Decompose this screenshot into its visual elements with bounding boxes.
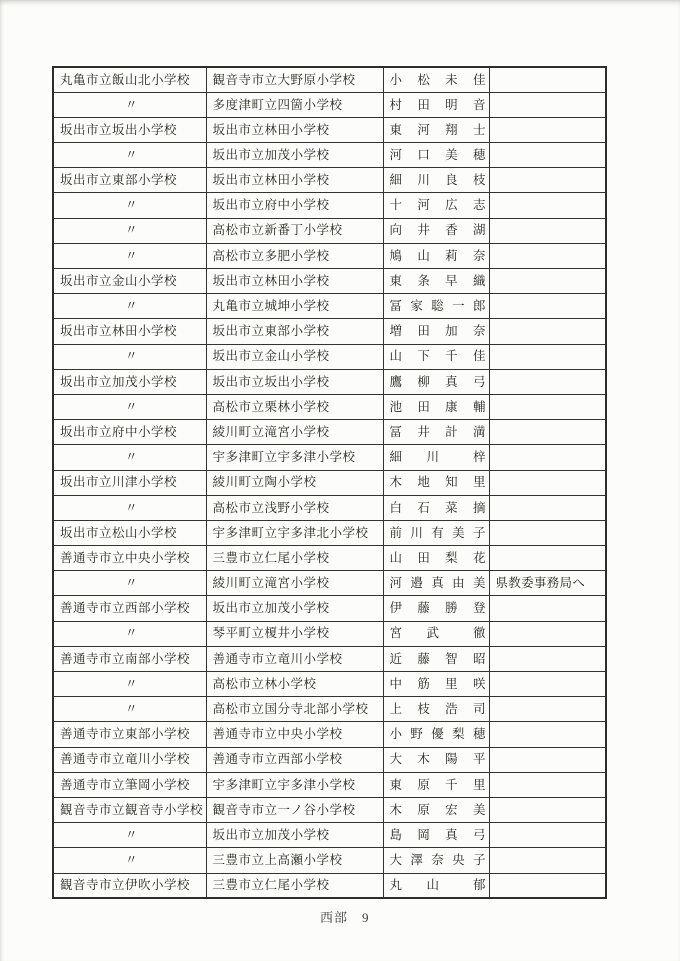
cell-note <box>489 797 606 822</box>
cell-current-school: 〃 <box>53 672 206 697</box>
cell-current-school: 〃 <box>53 697 206 722</box>
cell-note <box>489 420 606 445</box>
cell-staff-name: 中 筋 里 咲 <box>383 672 489 697</box>
table-row <box>53 596 606 621</box>
cell-new-school: 三豊市立仁尾小学校 <box>206 873 383 898</box>
cell-staff-name: 河 口 美 穂 <box>383 143 489 168</box>
table-row <box>53 294 606 319</box>
cell-new-school: 三豊市立仁尾小学校 <box>206 546 383 571</box>
cell-new-school: 綾川町立陶小学校 <box>206 470 383 495</box>
cell-new-school: 多度津町立四箇小学校 <box>206 92 383 117</box>
cell-staff-name: 東 条 早 織 <box>383 269 489 294</box>
cell-new-school: 高松市立国分寺北部小学校 <box>206 697 383 722</box>
cell-current-school: 丸亀市立飯山北小学校 <box>53 67 206 92</box>
cell-staff-name: 村 田 明 音 <box>383 92 489 117</box>
cell-note <box>489 848 606 873</box>
cell-new-school: 高松市立浅野小学校 <box>206 495 383 520</box>
table-row <box>53 873 606 898</box>
cell-note <box>489 697 606 722</box>
cell-new-school: 三豊市立上高瀬小学校 <box>206 848 383 873</box>
cell-new-school: 綾川町立滝宮小学校 <box>206 420 383 445</box>
table-row <box>53 571 606 596</box>
table-row <box>53 243 606 268</box>
table-row <box>53 143 606 168</box>
cell-note <box>489 294 606 319</box>
cell-new-school: 坂出市立林田小学校 <box>206 168 383 193</box>
cell-staff-name: 増 田 加 奈 <box>383 319 489 344</box>
cell-new-school: 坂出市立東部小学校 <box>206 319 383 344</box>
cell-current-school: 坂出市立東部小学校 <box>53 168 206 193</box>
cell-current-school: 〃 <box>53 823 206 848</box>
cell-current-school: 善通寺市立西部小学校 <box>53 596 206 621</box>
cell-staff-name: 山 下 千 佳 <box>383 344 489 369</box>
cell-staff-name: 冨 井 計 満 <box>383 420 489 445</box>
cell-staff-name: 近 藤 智 昭 <box>383 646 489 671</box>
cell-current-school: 坂出市立府中小学校 <box>53 420 206 445</box>
cell-current-school: 観音寺市立伊吹小学校 <box>53 873 206 898</box>
cell-note <box>489 344 606 369</box>
cell-current-school: 〃 <box>53 344 206 369</box>
cell-staff-name: 木 原 宏 美 <box>383 797 489 822</box>
cell-current-school: 善通寺市立東部小学校 <box>53 722 206 747</box>
table-row <box>53 92 606 117</box>
table-row <box>53 168 606 193</box>
cell-note <box>489 143 606 168</box>
table-row <box>53 646 606 671</box>
cell-current-school: 〃 <box>53 294 206 319</box>
cell-staff-name: 細 川 梓 <box>383 445 489 470</box>
cell-current-school: 〃 <box>53 92 206 117</box>
cell-current-school: 善通寺市立筆岡小学校 <box>53 772 206 797</box>
transfer-table-body <box>53 67 606 898</box>
cell-new-school: 善通寺市立竜川小学校 <box>206 646 383 671</box>
cell-current-school: 〃 <box>53 495 206 520</box>
cell-staff-name: 十 河 広 志 <box>383 193 489 218</box>
table-row <box>53 344 606 369</box>
cell-note <box>489 596 606 621</box>
cell-new-school: 坂出市立林田小学校 <box>206 269 383 294</box>
cell-current-school: 〃 <box>53 848 206 873</box>
cell-staff-name: 山 田 梨 花 <box>383 546 489 571</box>
cell-note <box>489 117 606 142</box>
table-row <box>53 117 606 142</box>
cell-note <box>489 772 606 797</box>
cell-staff-name: 上 枝 浩 司 <box>383 697 489 722</box>
cell-new-school: 坂出市立府中小学校 <box>206 193 383 218</box>
cell-current-school: 観音寺市立観音寺小学校 <box>53 797 206 822</box>
table-row <box>53 722 606 747</box>
cell-note <box>489 369 606 394</box>
cell-staff-name: 宮 武 徹 <box>383 621 489 646</box>
cell-note <box>489 495 606 520</box>
cell-current-school: 坂出市立川津小学校 <box>53 470 206 495</box>
table-row <box>53 823 606 848</box>
table-row <box>53 747 606 772</box>
cell-note <box>489 546 606 571</box>
cell-staff-name: 木 地 知 里 <box>383 470 489 495</box>
cell-new-school: 高松市立新番丁小学校 <box>206 218 383 243</box>
cell-current-school: 坂出市立林田小学校 <box>53 319 206 344</box>
cell-staff-name: 池 田 康 輔 <box>383 394 489 419</box>
table-row <box>53 797 606 822</box>
cell-new-school: 琴平町立榎井小学校 <box>206 621 383 646</box>
cell-staff-name: 伊 藤 勝 登 <box>383 596 489 621</box>
cell-new-school: 坂出市立加茂小学校 <box>206 596 383 621</box>
cell-staff-name: 鷹 柳 真 弓 <box>383 369 489 394</box>
table-row <box>53 394 606 419</box>
cell-current-school: 〃 <box>53 243 206 268</box>
page-footer <box>320 907 370 926</box>
cell-current-school: 坂出市立松山小学校 <box>53 520 206 545</box>
cell-current-school: 〃 <box>53 143 206 168</box>
cell-new-school: 坂出市立坂出小学校 <box>206 369 383 394</box>
cell-new-school: 高松市立栗林小学校 <box>206 394 383 419</box>
table-row <box>53 470 606 495</box>
cell-current-school: 善通寺市立中央小学校 <box>53 546 206 571</box>
cell-staff-name: 細 川 良 枝 <box>383 168 489 193</box>
cell-new-school: 高松市立多肥小学校 <box>206 243 383 268</box>
cell-staff-name: 前 川 有 美 子 <box>383 520 489 545</box>
cell-note <box>489 747 606 772</box>
table-row <box>53 697 606 722</box>
cell-new-school: 坂出市立金山小学校 <box>206 344 383 369</box>
table-row <box>53 495 606 520</box>
table-row <box>53 67 606 92</box>
cell-new-school: 善通寺市立西部小学校 <box>206 747 383 772</box>
cell-note <box>489 67 606 92</box>
cell-note <box>489 470 606 495</box>
cell-current-school: 〃 <box>53 445 206 470</box>
cell-current-school: 善通寺市立竜川小学校 <box>53 747 206 772</box>
cell-new-school: 坂出市立加茂小学校 <box>206 143 383 168</box>
transfer-table <box>52 66 607 899</box>
cell-current-school: 坂出市立加茂小学校 <box>53 369 206 394</box>
cell-note <box>489 672 606 697</box>
cell-new-school: 綾川町立滝宮小学校 <box>206 571 383 596</box>
cell-note <box>489 243 606 268</box>
cell-new-school: 観音寺市立一ノ谷小学校 <box>206 797 383 822</box>
cell-new-school: 観音寺市立大野原小学校 <box>206 67 383 92</box>
cell-staff-name: 河 邉 真 由 美 <box>383 571 489 596</box>
cell-new-school: 善通寺市立中央小学校 <box>206 722 383 747</box>
table-row <box>53 672 606 697</box>
cell-note <box>489 621 606 646</box>
cell-current-school: 〃 <box>53 571 206 596</box>
cell-staff-name: 小 松 未 佳 <box>383 67 489 92</box>
table-row <box>53 848 606 873</box>
cell-new-school: 宇多津町立宇多津北小学校 <box>206 520 383 545</box>
cell-note <box>489 520 606 545</box>
cell-current-school: 坂出市立金山小学校 <box>53 269 206 294</box>
cell-note: 県教委事務局へ <box>489 571 606 596</box>
cell-current-school: 〃 <box>53 218 206 243</box>
cell-note <box>489 445 606 470</box>
cell-staff-name: 冨 家 聡 一 郎 <box>383 294 489 319</box>
cell-current-school: 〃 <box>53 193 206 218</box>
cell-note <box>489 168 606 193</box>
cell-staff-name: 東 原 千 里 <box>383 772 489 797</box>
cell-note <box>489 823 606 848</box>
cell-note <box>489 92 606 117</box>
cell-current-school: 〃 <box>53 621 206 646</box>
cell-current-school: 坂出市立坂出小学校 <box>53 117 206 142</box>
cell-new-school: 高松市立林小学校 <box>206 672 383 697</box>
cell-new-school: 宇多津町立宇多津小学校 <box>206 445 383 470</box>
cell-current-school: 〃 <box>53 394 206 419</box>
table-row <box>53 621 606 646</box>
cell-note <box>489 193 606 218</box>
cell-staff-name: 白 石 菜 摘 <box>383 495 489 520</box>
cell-staff-name: 向 井 香 湖 <box>383 218 489 243</box>
cell-note <box>489 218 606 243</box>
table-row <box>53 420 606 445</box>
table-row <box>53 218 606 243</box>
cell-staff-name: 島 岡 真 弓 <box>383 823 489 848</box>
cell-new-school: 坂出市立加茂小学校 <box>206 823 383 848</box>
table-row <box>53 369 606 394</box>
footer-page-number: 9 <box>362 910 370 925</box>
table-row <box>53 193 606 218</box>
cell-note <box>489 873 606 898</box>
table-row <box>53 772 606 797</box>
cell-note <box>489 319 606 344</box>
footer-region-label: 西部 <box>320 910 349 925</box>
table-row <box>53 520 606 545</box>
cell-staff-name: 鳩 山 莉 奈 <box>383 243 489 268</box>
table-row <box>53 269 606 294</box>
cell-new-school: 宇多津町立宇多津小学校 <box>206 772 383 797</box>
table-row <box>53 546 606 571</box>
cell-current-school: 善通寺市立南部小学校 <box>53 646 206 671</box>
cell-note <box>489 394 606 419</box>
cell-staff-name: 東 河 翔 士 <box>383 117 489 142</box>
cell-note <box>489 722 606 747</box>
table-row <box>53 319 606 344</box>
cell-staff-name: 丸 山 郁 <box>383 873 489 898</box>
cell-new-school: 坂出市立林田小学校 <box>206 117 383 142</box>
cell-note <box>489 646 606 671</box>
cell-staff-name: 大 澤 奈 央 子 <box>383 848 489 873</box>
table-row <box>53 445 606 470</box>
cell-staff-name: 大 木 陽 平 <box>383 747 489 772</box>
cell-staff-name: 小 野 優 梨 穂 <box>383 722 489 747</box>
cell-note <box>489 269 606 294</box>
cell-new-school: 丸亀市立城坤小学校 <box>206 294 383 319</box>
